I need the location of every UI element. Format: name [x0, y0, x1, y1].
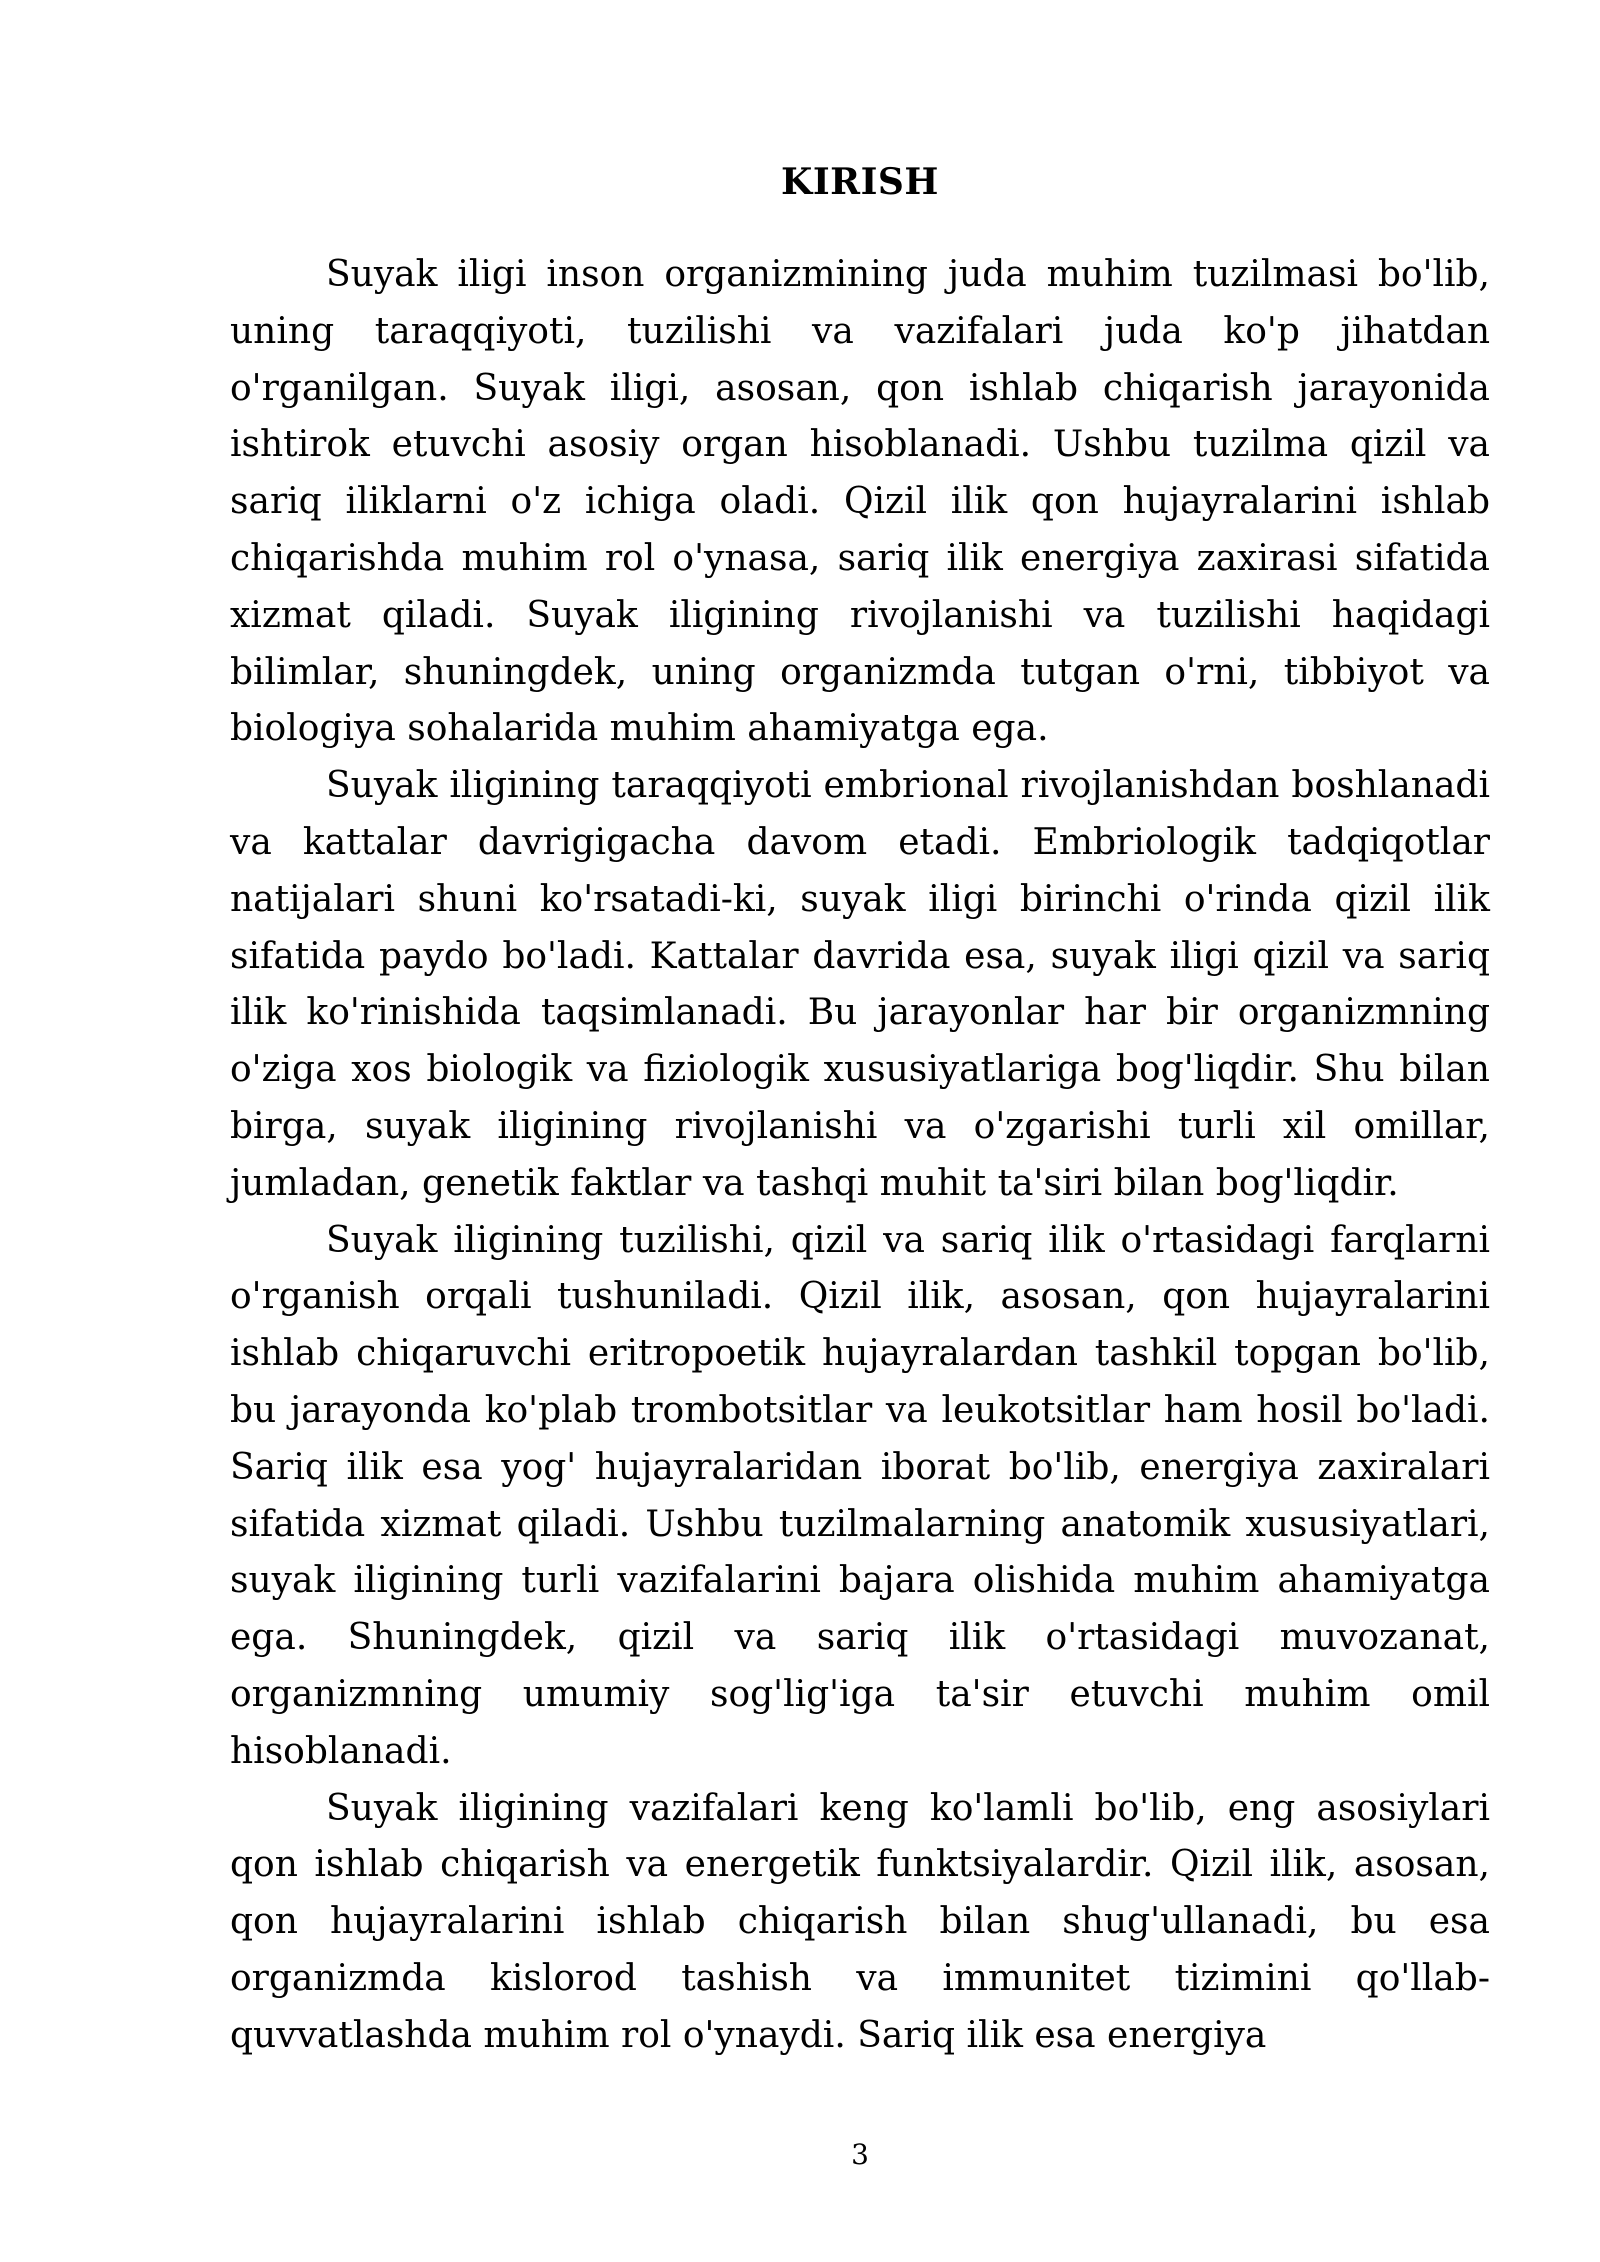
paragraph: Suyak iligining taraqqiyoti embrional rivojlanishdan boshlanadi va kattalar davrigigacha davom etadi. Embriologik tadqiqotlar natijalari shuni ko'rsatadi-ki, suyak iligi birinchi o'rinda qizil ilik sifatida paydo bo'ladi. Kattalar davrida esa, suyak iligi qizil va sariq ilik ko'rinishida taqsimlanadi. Bu jarayonlar har bir organizmning o'ziga xos biologik va fiziologik xususiyatlariga bog'liqdir. Shu bilan birga, suyak iligining rivojlanishi va o'zgarishi turli xil omillar, jumladan, genetik faktlar va tashqi muhit ta'siri bilan bog'liqdir.: [230, 765, 1490, 1204]
page-title: KIRISH: [781, 161, 939, 203]
body-text: [230, 247, 1490, 2065]
paragraph: Suyak iligi inson organizmining juda muhim tuzilmasi bo'lib, uning taraqqiyoti, tuzilishi va vazifalari juda ko'p jihatdan o'rganilgan. Suyak iligi, asosan, qon ishlab chiqarish jarayonida ishtirok etuvchi asosiy organ hisoblanadi. Ushbu tuzilma qizil va sariq iliklarni o'z ichiga oladi. Qizil ilik qon hujayralarini ishlab chiqarishda muhim rol o'ynasa, sariq ilik energiya zaxirasi sifatida xizmat qiladi. Suyak iligining rivojlanishi va tuzilishi haqidagi bilimlar, shuningdek, uning organizmda tutgan o'rni, tibbiyot va biologiya sohalarida muhim ahamiyatga ega.: [230, 254, 1490, 750]
paragraph: Suyak iligining vazifalari keng ko'lamli bo'lib, eng asosiylari qon ishlab chiqarish va energetik funktsiyalardir. Qizil ilik, asosan, qon hujayralarini ishlab chiqarish bilan shug'ullanadi, bu esa organizmda kislorod tashish va immunitet tizimini qo'llab-quvvatlashda muhim rol o'ynaydi. Sariq ilik esa energiya: [230, 1787, 1490, 2056]
paragraph: Suyak iligining tuzilishi, qizil va sariq ilik o'rtasidagi farqlarni o'rganish orqali tushuniladi. Qizil ilik, asosan, qon hujayralarini ishlab chiqaruvchi eritropoetik hujayralardan tashkil topgan bo'lib, bu jarayonda ko'plab trombotsitlar va leukotsitlar ham hosil bo'ladi. Sariq ilik esa yog' hujayralaridan iborat bo'lib, energiya zaxiralari sifatida xizmat qiladi. Ushbu tuzilmalarning anatomik xususiyatlari, suyak iligining turli vazifalarini bajara olishida muhim ahamiyatga ega. Shuningdek, qizil va sariq ilik o'rtasidagi muvozanat, organizmning umumiy sog'lig'iga ta'sir etuvchi muhim omil hisoblanadi.: [230, 1219, 1490, 1772]
page-number: 3: [851, 2138, 869, 2171]
